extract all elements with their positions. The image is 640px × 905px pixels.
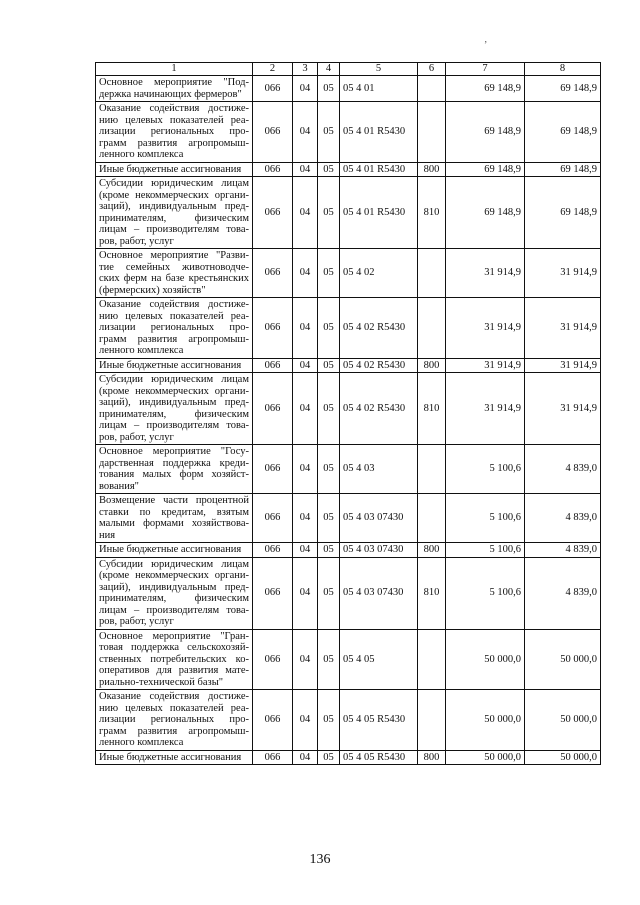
page-mark: ‚ bbox=[484, 34, 488, 45]
row-cell-c4: 05 bbox=[318, 690, 340, 751]
row-cell-c4: 05 bbox=[318, 249, 340, 298]
row-cell-c2: 066 bbox=[253, 102, 293, 163]
row-cell-c8: 69 148,9 bbox=[525, 162, 601, 177]
row-cell-c3: 04 bbox=[293, 750, 318, 765]
row-cell-c2: 066 bbox=[253, 445, 293, 494]
row-description: Оказание содействия достиже-нию целевых показателей реа-лизации региональных про-грамм развития агропромыш-ленного комплекса bbox=[96, 690, 253, 751]
row-cell-c5: 05 4 02 R5430 bbox=[340, 298, 418, 359]
row-description: Иные бюджетные ассигнования bbox=[96, 543, 253, 558]
row-cell-c6 bbox=[418, 249, 446, 298]
row-description: Возмещение части процентной ставки по кредитам, взятым малыми формами хозяйствова-ния bbox=[96, 494, 253, 543]
row-cell-c3: 04 bbox=[293, 177, 318, 249]
row-cell-c6 bbox=[418, 102, 446, 163]
row-cell-c5: 05 4 03 bbox=[340, 445, 418, 494]
table-row bbox=[96, 690, 601, 751]
row-cell-c3: 04 bbox=[293, 557, 318, 629]
row-description: Основное мероприятие "Под-держка начинающих фермеров" bbox=[96, 76, 253, 102]
table-row bbox=[96, 629, 601, 690]
row-cell-c7: 31 914,9 bbox=[446, 358, 525, 373]
row-cell-c7: 69 148,9 bbox=[446, 177, 525, 249]
row-cell-c7: 69 148,9 bbox=[446, 162, 525, 177]
row-cell-c2: 066 bbox=[253, 162, 293, 177]
row-cell-c5: 05 4 02 R5430 bbox=[340, 358, 418, 373]
row-cell-c7: 69 148,9 bbox=[446, 102, 525, 163]
column-header: 5 bbox=[340, 63, 418, 76]
table-row bbox=[96, 373, 601, 445]
row-cell-c5: 05 4 05 R5430 bbox=[340, 750, 418, 765]
row-cell-c2: 066 bbox=[253, 543, 293, 558]
row-cell-c5: 05 4 01 bbox=[340, 76, 418, 102]
row-cell-c6 bbox=[418, 76, 446, 102]
row-cell-c6 bbox=[418, 629, 446, 690]
row-description: Субсидии юридическим лицам (кроме некоммерческих органи-заций), индивидуальным пред-принимателям, физическим лицам – производителям това-ров, работ, услуг bbox=[96, 557, 253, 629]
column-header: 8 bbox=[525, 63, 601, 76]
row-cell-c3: 04 bbox=[293, 629, 318, 690]
row-cell-c3: 04 bbox=[293, 298, 318, 359]
row-cell-c7: 50 000,0 bbox=[446, 629, 525, 690]
row-cell-c2: 066 bbox=[253, 557, 293, 629]
row-cell-c4: 05 bbox=[318, 102, 340, 163]
row-cell-c4: 05 bbox=[318, 750, 340, 765]
row-cell-c5: 05 4 05 bbox=[340, 629, 418, 690]
row-cell-c8: 4 839,0 bbox=[525, 557, 601, 629]
row-description: Иные бюджетные ассигнования bbox=[96, 162, 253, 177]
row-cell-c6: 800 bbox=[418, 358, 446, 373]
page-number: 136 bbox=[309, 852, 331, 867]
row-cell-c8: 31 914,9 bbox=[525, 298, 601, 359]
row-cell-c2: 066 bbox=[253, 177, 293, 249]
column-header: 3 bbox=[293, 63, 318, 76]
row-cell-c4: 05 bbox=[318, 543, 340, 558]
row-description: Субсидии юридическим лицам (кроме некоммерческих органи-заций), индивидуальным пред-принимателям, физическим лицам – производителям това-ров, работ, услуг bbox=[96, 373, 253, 445]
row-cell-c5: 05 4 02 bbox=[340, 249, 418, 298]
table-row bbox=[96, 750, 601, 765]
row-cell-c5: 05 4 01 R5430 bbox=[340, 177, 418, 249]
row-cell-c6 bbox=[418, 494, 446, 543]
row-cell-c4: 05 bbox=[318, 629, 340, 690]
table-row bbox=[96, 494, 601, 543]
row-cell-c7: 69 148,9 bbox=[446, 76, 525, 102]
row-cell-c7: 31 914,9 bbox=[446, 298, 525, 359]
row-cell-c2: 066 bbox=[253, 249, 293, 298]
column-header: 1 bbox=[96, 63, 253, 76]
row-description: Основное мероприятие "Разви-тие семейных животноводче-ских ферм на базе крестьянских (фермерских) хозяйств" bbox=[96, 249, 253, 298]
row-cell-c7: 5 100,6 bbox=[446, 543, 525, 558]
row-cell-c4: 05 bbox=[318, 373, 340, 445]
row-cell-c6: 800 bbox=[418, 543, 446, 558]
row-cell-c3: 04 bbox=[293, 162, 318, 177]
row-cell-c4: 05 bbox=[318, 358, 340, 373]
row-cell-c4: 05 bbox=[318, 177, 340, 249]
row-cell-c4: 05 bbox=[318, 557, 340, 629]
column-header: 4 bbox=[318, 63, 340, 76]
row-description: Иные бюджетные ассигнования bbox=[96, 358, 253, 373]
row-cell-c5: 05 4 05 R5430 bbox=[340, 690, 418, 751]
row-cell-c3: 04 bbox=[293, 358, 318, 373]
budget-table bbox=[95, 62, 601, 765]
row-description: Субсидии юридическим лицам (кроме некоммерческих органи-заций), индивидуальным пред-принимателям, физическим лицам – производителям това-ров, работ, услуг bbox=[96, 177, 253, 249]
table-row bbox=[96, 445, 601, 494]
row-cell-c2: 066 bbox=[253, 690, 293, 751]
row-description: Основное мероприятие "Госу-дарственная поддержка креди-тования малых форм хозяйст-вования" bbox=[96, 445, 253, 494]
row-cell-c5: 05 4 03 07430 bbox=[340, 557, 418, 629]
row-cell-c5: 05 4 02 R5430 bbox=[340, 373, 418, 445]
row-cell-c7: 31 914,9 bbox=[446, 249, 525, 298]
row-cell-c7: 5 100,6 bbox=[446, 557, 525, 629]
row-cell-c8: 31 914,9 bbox=[525, 373, 601, 445]
row-description: Иные бюджетные ассигнования bbox=[96, 750, 253, 765]
row-cell-c8: 69 148,9 bbox=[525, 102, 601, 163]
row-cell-c8: 31 914,9 bbox=[525, 249, 601, 298]
row-cell-c3: 04 bbox=[293, 373, 318, 445]
row-cell-c3: 04 bbox=[293, 445, 318, 494]
column-header: 2 bbox=[253, 63, 293, 76]
row-cell-c8: 4 839,0 bbox=[525, 445, 601, 494]
row-description: Основное мероприятие "Гран-товая поддержка сельскохозяй-ственных потребительских ко-оперативов для развития мате-риально-технической базы" bbox=[96, 629, 253, 690]
row-cell-c8: 4 839,0 bbox=[525, 494, 601, 543]
row-cell-c6 bbox=[418, 298, 446, 359]
row-cell-c2: 066 bbox=[253, 298, 293, 359]
row-cell-c8: 31 914,9 bbox=[525, 358, 601, 373]
row-cell-c2: 066 bbox=[253, 494, 293, 543]
row-cell-c3: 04 bbox=[293, 494, 318, 543]
row-cell-c2: 066 bbox=[253, 629, 293, 690]
table-body bbox=[96, 76, 601, 765]
row-cell-c8: 69 148,9 bbox=[525, 76, 601, 102]
column-header: 7 bbox=[446, 63, 525, 76]
row-cell-c5: 05 4 01 R5430 bbox=[340, 102, 418, 163]
row-cell-c4: 05 bbox=[318, 445, 340, 494]
row-cell-c6: 800 bbox=[418, 162, 446, 177]
row-cell-c4: 05 bbox=[318, 494, 340, 543]
table-row bbox=[96, 557, 601, 629]
row-cell-c7: 50 000,0 bbox=[446, 750, 525, 765]
row-cell-c6 bbox=[418, 690, 446, 751]
row-cell-c6: 810 bbox=[418, 373, 446, 445]
row-cell-c6: 810 bbox=[418, 177, 446, 249]
table-row bbox=[96, 543, 601, 558]
table-row bbox=[96, 249, 601, 298]
table-row bbox=[96, 177, 601, 249]
row-cell-c5: 05 4 03 07430 bbox=[340, 543, 418, 558]
row-cell-c5: 05 4 03 07430 bbox=[340, 494, 418, 543]
row-description: Оказание содействия достиже-нию целевых показателей реа-лизации региональных про-грамм развития агропромыш-ленного комплекса bbox=[96, 298, 253, 359]
row-cell-c7: 50 000,0 bbox=[446, 690, 525, 751]
row-cell-c2: 066 bbox=[253, 76, 293, 102]
row-cell-c6: 810 bbox=[418, 557, 446, 629]
row-cell-c3: 04 bbox=[293, 543, 318, 558]
row-cell-c8: 69 148,9 bbox=[525, 177, 601, 249]
row-cell-c8: 50 000,0 bbox=[525, 629, 601, 690]
table-row bbox=[96, 298, 601, 359]
row-cell-c7: 5 100,6 bbox=[446, 445, 525, 494]
row-cell-c2: 066 bbox=[253, 373, 293, 445]
table-row bbox=[96, 358, 601, 373]
row-cell-c7: 31 914,9 bbox=[446, 373, 525, 445]
column-header: 6 bbox=[418, 63, 446, 76]
row-cell-c3: 04 bbox=[293, 690, 318, 751]
row-cell-c4: 05 bbox=[318, 298, 340, 359]
table-row bbox=[96, 162, 601, 177]
row-description: Оказание содействия достиже-нию целевых показателей реа-лизации региональных про-грамм развития агропромыш-ленного комплекса bbox=[96, 102, 253, 163]
row-cell-c3: 04 bbox=[293, 249, 318, 298]
table-row bbox=[96, 102, 601, 163]
row-cell-c4: 05 bbox=[318, 162, 340, 177]
row-cell-c2: 066 bbox=[253, 750, 293, 765]
row-cell-c3: 04 bbox=[293, 76, 318, 102]
row-cell-c4: 05 bbox=[318, 76, 340, 102]
row-cell-c2: 066 bbox=[253, 358, 293, 373]
row-cell-c8: 50 000,0 bbox=[525, 690, 601, 751]
row-cell-c6 bbox=[418, 445, 446, 494]
row-cell-c7: 5 100,6 bbox=[446, 494, 525, 543]
row-cell-c8: 50 000,0 bbox=[525, 750, 601, 765]
row-cell-c6: 800 bbox=[418, 750, 446, 765]
table-row bbox=[96, 76, 601, 102]
row-cell-c8: 4 839,0 bbox=[525, 543, 601, 558]
row-cell-c3: 04 bbox=[293, 102, 318, 163]
row-cell-c5: 05 4 01 R5430 bbox=[340, 162, 418, 177]
table-header-row bbox=[96, 63, 601, 76]
